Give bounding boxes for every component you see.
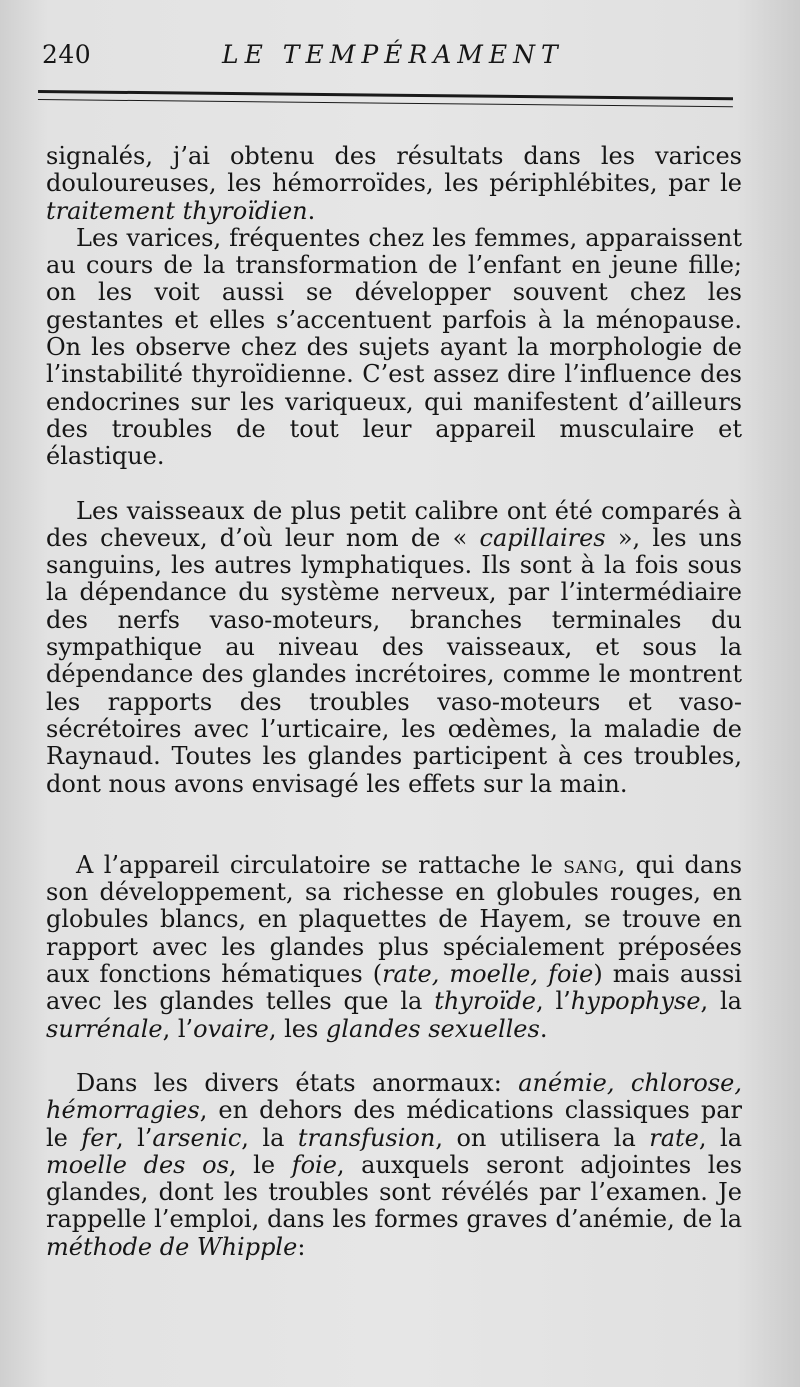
- paragraph-2: Les varices, fréquentes chez les femmes, apparaissent au cours de la transformation de l’enfant en jeune fille; on les voit aussi se développer souvent chez les gestantes et elles s’accentuent parfois à la ménopause. On les observe chez des sujets ayant la morphologie de l’instabilité thyroïdienne. C’est assez dire l’influence des endocrines sur les variqueux, qui manifestent d’ailleurs des troubles de tout leur appareil musculaire et élastique.: [46, 223, 742, 471]
- page-number: 240: [42, 40, 92, 69]
- paragraph-3: Les vaisseaux de plus petit calibre ont été comparés à des cheveux, d’où leur nom de « capillaires », les uns sanguins, les autres lymphatiques. Ils sont à la fois sous la dépendance du système nerveux, par l’intermédiaire des nerfs vaso-moteurs, branches terminales du sympathique au niveau des vaisseaux, et sous la dépendance des glandes incrétoires, comme le montrent les rapports des troubles vaso-moteurs et vaso-sécrétoires avec l’urticaire, les œdèmes, la maladie de Raynaud. Toutes les glandes participent à ces troubles, dont nous avons envisagé les effets sur la main.: [46, 496, 743, 798]
- paragraph-1: signalés, j’ai obtenu des résultats dans les varices douloureuses, les hémorroïdes, les périphlébites, par le traitement thyroïdien.: [46, 142, 742, 225]
- body-text: [46, 143, 742, 1261]
- paragraph-4: A l’appareil circulatoire se rattache le sang, qui dans son développement, sa richesse en globules rouges, en globules blancs, en plaquettes de Hayem, se trouve en rapport avec les glandes plus spécialement préposées aux fonctions hématiques (rate, moelle, foie) mais aussi avec les glandes telles que la thyroïde, l’hypophyse, la surrénale, l’ovaire, les glandes sexuelles.: [46, 850, 743, 1043]
- running-title: LE TEMPÉRAMENT: [222, 40, 564, 69]
- paragraph-5: Dans les divers états anormaux: anémie, chlorose, hémorragies, en dehors des médications classiques par le fer, l’arsenic, la transfusion, on utilisera la rate, la moelle des os, le foie, auxquels seront adjointes les glandes, dont les troubles sont révélés par l’examen. Je rappelle l’emploi, dans les formes graves d’anémie, de la méthode de Whipple:: [46, 1068, 743, 1261]
- page-header: [42, 40, 742, 76]
- header-rule: [38, 90, 733, 107]
